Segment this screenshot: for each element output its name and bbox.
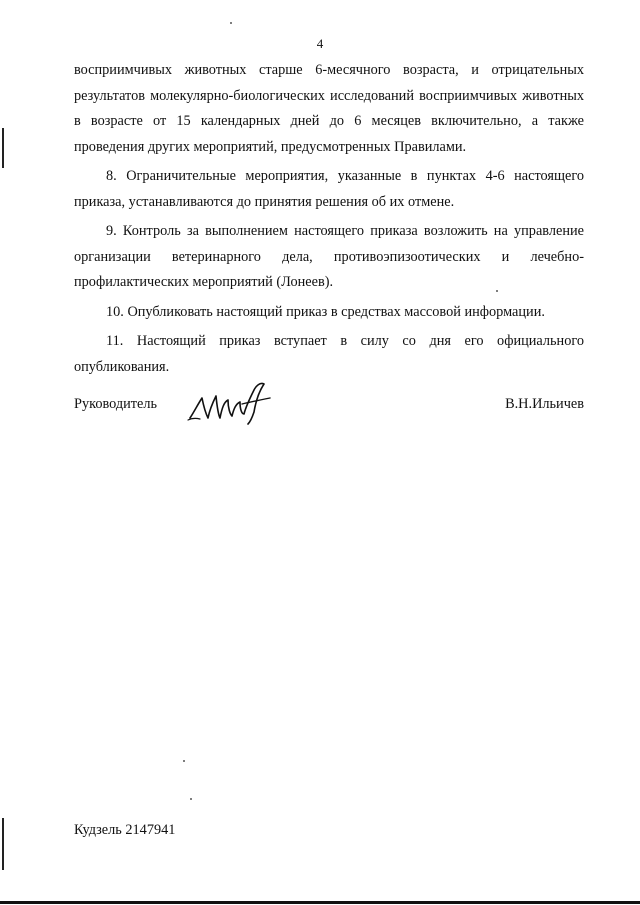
paragraph-item-8: 8. Ограничительные мероприятия, указанные в пунктах 4-6 настоящего приказа, устанавливаются до принятия решения об их отмене. (74, 168, 584, 210)
signatory-name: В.Н.Ильичев (505, 396, 584, 412)
handwritten-signature (184, 378, 274, 426)
scan-speck (183, 760, 185, 762)
paragraph-item-10: 10. Опубликовать настоящий приказ в средствах массовой информации. (106, 303, 545, 320)
paragraph-item-9: 9. Контроль за выполнением настоящего приказа возложить на управление организации ветеринарного дела, противоэпизоотических и лечебно-профилактических мероприятий (Лонеев). (74, 223, 584, 290)
paragraph-continuation: восприимчивых животных старше 6-месячного возраста, и отрицательных результатов молекулярно-биологических исследований восприимчивых животных в возрасте от 15 календарных дней до 6 месяцев включительно, а также проведения других мероприятий, предусмотренных Правилами. (74, 62, 584, 155)
document-body (74, 58, 584, 384)
scan-speck (230, 22, 232, 24)
executor-info: Кудзель 2147941 (74, 822, 176, 838)
scan-speck (496, 290, 498, 292)
paragraph-item-11: 11. Настоящий приказ вступает в силу со дня его официального опубликования. (74, 333, 584, 375)
bottom-edge-line (0, 901, 640, 904)
scan-speck (190, 798, 192, 800)
page-number: 4 (316, 36, 324, 51)
signature-block (74, 378, 584, 428)
scan-margin-mark (2, 818, 4, 870)
scan-margin-mark (2, 128, 4, 168)
signatory-position: Руководитель (74, 396, 158, 412)
